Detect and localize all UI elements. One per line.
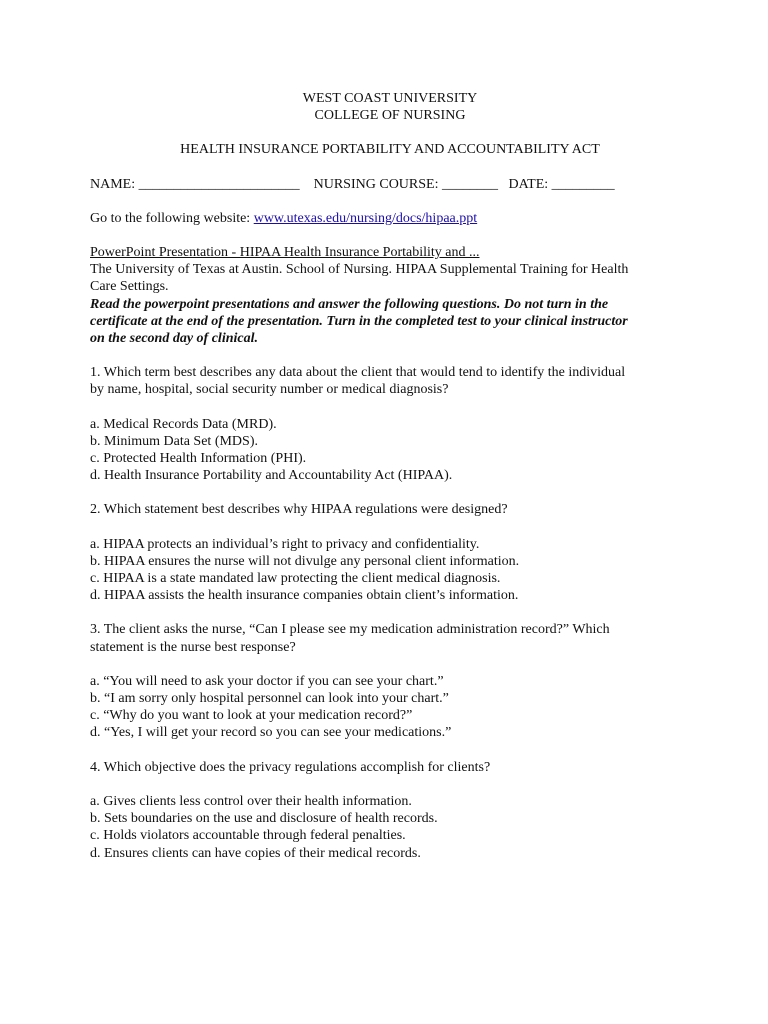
website-line (90, 210, 690, 227)
answer-option: a. Gives clients less control over their health information. (90, 793, 412, 809)
instructions-line1: Read the powerpoint presentations and answer the following questions. Do not turn in the (90, 296, 609, 312)
answer-option: c. Protected Health Information (PHI). (90, 451, 307, 467)
question-block (90, 621, 690, 741)
website-prefix: Go to the following website: (90, 210, 254, 226)
instructions-line3: on the second day of clinical. (90, 331, 258, 347)
question-text: 1. Which term best describes any data about the client that would tend to identify the individual (90, 365, 626, 381)
question-text: 3. The client asks the nurse, “Can I please see my medication administration record?” Which (90, 622, 610, 638)
question-text-cont: by name, hospital, social security number or medical diagnosis? (90, 382, 449, 398)
answer-option: c. “Why do you want to look at your medication record?” (90, 708, 413, 724)
form-line (90, 176, 690, 193)
nursing-course-field[interactable]: NURSING COURSE: ________ (313, 176, 498, 192)
source-description-line1: The University of Texas at Austin. School of Nursing. HIPAA Supplemental Training for Health (90, 262, 629, 278)
answer-option: d. “Yes, I will get your record so you can see your medications.” (90, 725, 452, 741)
name-field[interactable]: NAME: _______________________ (90, 176, 300, 192)
answer-option: d. HIPAA assists the health insurance companies obtain client’s information. (90, 588, 519, 604)
question-text-cont: statement is the nurse best response? (90, 639, 296, 655)
answer-option: c. HIPAA is a state mandated law protecting the client medical diagnosis. (90, 571, 501, 587)
question-block (90, 364, 690, 484)
question-block (90, 759, 690, 862)
answer-option: a. Medical Records Data (MRD). (90, 416, 277, 432)
question-text: 2. Which statement best describes why HIPAA regulations were designed? (90, 502, 508, 518)
instructions-line2: certificate at the end of the presentation. Turn in the completed test to your clinical instructor (90, 313, 628, 329)
answer-option: d. Ensures clients can have copies of their medical records. (90, 845, 421, 861)
answer-option: b. HIPAA ensures the nurse will not divulge any personal client information. (90, 553, 520, 569)
question-block (90, 501, 690, 604)
source-description-line2: Care Settings. (90, 279, 169, 295)
answer-option: a. “You will need to ask your doctor if you can see your chart.” (90, 673, 444, 689)
answer-option: b. Minimum Data Set (MDS). (90, 433, 258, 449)
answer-option: b. “I am sorry only hospital personnel can look into your chart.” (90, 691, 449, 707)
website-link[interactable]: www.utexas.edu/nursing/docs/hipaa.ppt (253, 210, 478, 226)
source-title-link[interactable]: PowerPoint Presentation - HIPAA Health Insurance Portability and ... (90, 245, 480, 261)
answer-option: c. Holds violators accountable through federal penalties. (90, 828, 406, 844)
date-field[interactable]: DATE: _________ (508, 176, 615, 192)
act-title: HEALTH INSURANCE PORTABILITY AND ACCOUNTABILITY ACT (180, 142, 600, 158)
university-name: WEST COAST UNIVERSITY (302, 91, 478, 106)
document-page (90, 90, 690, 862)
college-name: COLLEGE OF NURSING (314, 108, 466, 124)
answer-option: b. Sets boundaries on the use and disclosure of health records. (90, 811, 438, 827)
answer-option: d. Health Insurance Portability and Accountability Act (HIPAA). (90, 468, 453, 484)
answer-option: a. HIPAA protects an individual’s right to privacy and confidentiality. (90, 536, 480, 552)
question-text: 4. Which objective does the privacy regulations accomplish for clients? (90, 759, 491, 775)
